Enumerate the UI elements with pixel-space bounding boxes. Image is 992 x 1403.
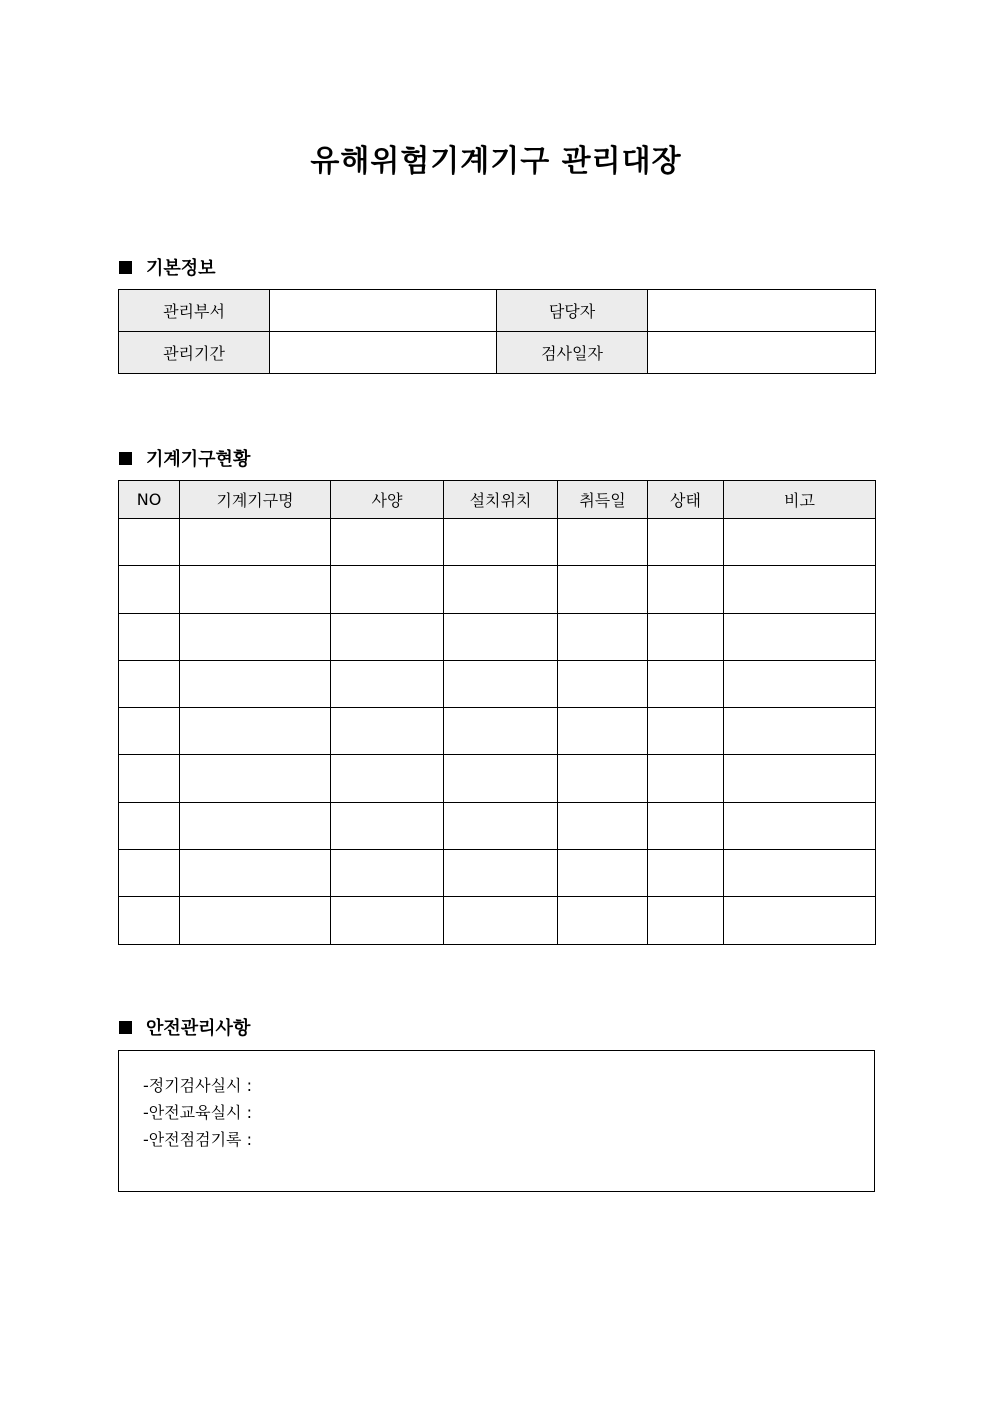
table-row [119, 290, 876, 332]
department-field[interactable] [270, 290, 497, 332]
management-period-field[interactable] [270, 332, 497, 374]
table-cell[interactable] [444, 897, 558, 944]
column-header: 취득일 [558, 481, 648, 519]
table-cell[interactable] [331, 566, 444, 613]
table-cell[interactable] [331, 755, 444, 802]
table-row [119, 332, 876, 374]
basic-info-table [118, 289, 876, 374]
table-cell[interactable] [444, 802, 558, 849]
table-cell[interactable] [119, 519, 180, 566]
inspection-date-field[interactable] [648, 332, 876, 374]
table-row [119, 660, 876, 707]
table-row [119, 802, 876, 849]
column-header: 사양 [331, 481, 444, 519]
table-cell[interactable] [648, 660, 724, 707]
table-cell[interactable] [180, 802, 331, 849]
square-bullet-icon [119, 452, 132, 465]
table-cell[interactable] [331, 519, 444, 566]
table-cell[interactable] [444, 755, 558, 802]
table-cell[interactable] [180, 708, 331, 755]
table-cell[interactable] [648, 802, 724, 849]
table-cell[interactable] [119, 708, 180, 755]
table-cell[interactable] [180, 897, 331, 944]
manager-field[interactable] [648, 290, 876, 332]
label-cell: 담당자 [497, 290, 648, 332]
table-cell[interactable] [444, 660, 558, 707]
table-cell[interactable] [648, 708, 724, 755]
table-cell[interactable] [648, 566, 724, 613]
table-cell[interactable] [444, 850, 558, 897]
table-cell[interactable] [180, 519, 331, 566]
table-cell[interactable] [724, 897, 876, 944]
table-row [119, 566, 876, 613]
table-cell[interactable] [648, 519, 724, 566]
section-heading-equipment [119, 445, 250, 471]
table-cell[interactable] [331, 802, 444, 849]
table-row [119, 708, 876, 755]
table-cell[interactable] [558, 708, 648, 755]
label-cell: 관리기간 [119, 332, 270, 374]
section-heading-label: 기본정보 [146, 258, 216, 279]
table-cell[interactable] [119, 660, 180, 707]
table-cell[interactable] [648, 755, 724, 802]
table-cell[interactable] [558, 519, 648, 566]
section-heading-basic-info [119, 254, 216, 280]
table-cell[interactable] [724, 660, 876, 707]
column-header: 설치위치 [444, 481, 558, 519]
equipment-table [118, 480, 876, 945]
section-heading-safety [119, 1014, 250, 1040]
table-cell[interactable] [558, 755, 648, 802]
table-cell[interactable] [119, 613, 180, 660]
table-cell[interactable] [724, 755, 876, 802]
section-heading-label: 안전관리사항 [146, 1018, 251, 1039]
table-header-row [119, 481, 876, 519]
column-header: 비고 [724, 481, 876, 519]
safety-training-line: -안전교육실시 : [143, 1103, 252, 1122]
table-cell[interactable] [558, 566, 648, 613]
table-cell[interactable] [180, 755, 331, 802]
table-cell[interactable] [724, 519, 876, 566]
square-bullet-icon [119, 261, 132, 274]
table-cell[interactable] [119, 897, 180, 944]
table-row [119, 850, 876, 897]
column-header: NO [119, 481, 180, 519]
table-cell[interactable] [724, 708, 876, 755]
label-cell: 검사일자 [497, 332, 648, 374]
column-header: 상태 [648, 481, 724, 519]
table-cell[interactable] [724, 850, 876, 897]
table-cell[interactable] [331, 897, 444, 944]
table-cell[interactable] [558, 897, 648, 944]
table-cell[interactable] [331, 613, 444, 660]
table-cell[interactable] [444, 708, 558, 755]
table-cell[interactable] [724, 566, 876, 613]
table-cell[interactable] [119, 566, 180, 613]
table-cell[interactable] [331, 708, 444, 755]
table-cell[interactable] [444, 613, 558, 660]
label-cell: 관리부서 [119, 290, 270, 332]
safety-check-record-line: -안전점검기록 : [143, 1130, 252, 1149]
page-title: 유해위험기계기구 관리대장 [310, 144, 682, 179]
table-row [119, 519, 876, 566]
table-cell[interactable] [119, 755, 180, 802]
table-cell[interactable] [558, 802, 648, 849]
table-cell[interactable] [724, 802, 876, 849]
column-header: 기계기구명 [180, 481, 331, 519]
equipment-table-body [119, 519, 876, 945]
table-cell[interactable] [648, 850, 724, 897]
table-cell[interactable] [444, 566, 558, 613]
table-cell[interactable] [180, 850, 331, 897]
table-cell[interactable] [648, 897, 724, 944]
table-cell[interactable] [180, 613, 331, 660]
regular-inspection-line: -정기검사실시 : [143, 1076, 252, 1095]
table-cell[interactable] [180, 566, 331, 613]
table-cell[interactable] [558, 850, 648, 897]
table-cell[interactable] [444, 519, 558, 566]
table-row [119, 755, 876, 802]
table-cell[interactable] [558, 660, 648, 707]
table-cell[interactable] [558, 613, 648, 660]
safety-notes-box[interactable] [118, 1050, 875, 1192]
table-cell[interactable] [180, 660, 331, 707]
square-bullet-icon [119, 1021, 132, 1034]
table-cell[interactable] [331, 850, 444, 897]
table-row [119, 613, 876, 660]
table-cell[interactable] [119, 850, 180, 897]
table-cell[interactable] [724, 613, 876, 660]
table-row [119, 897, 876, 944]
table-cell[interactable] [119, 802, 180, 849]
table-cell[interactable] [331, 660, 444, 707]
section-heading-label: 기계기구현황 [146, 449, 251, 470]
table-cell[interactable] [648, 613, 724, 660]
